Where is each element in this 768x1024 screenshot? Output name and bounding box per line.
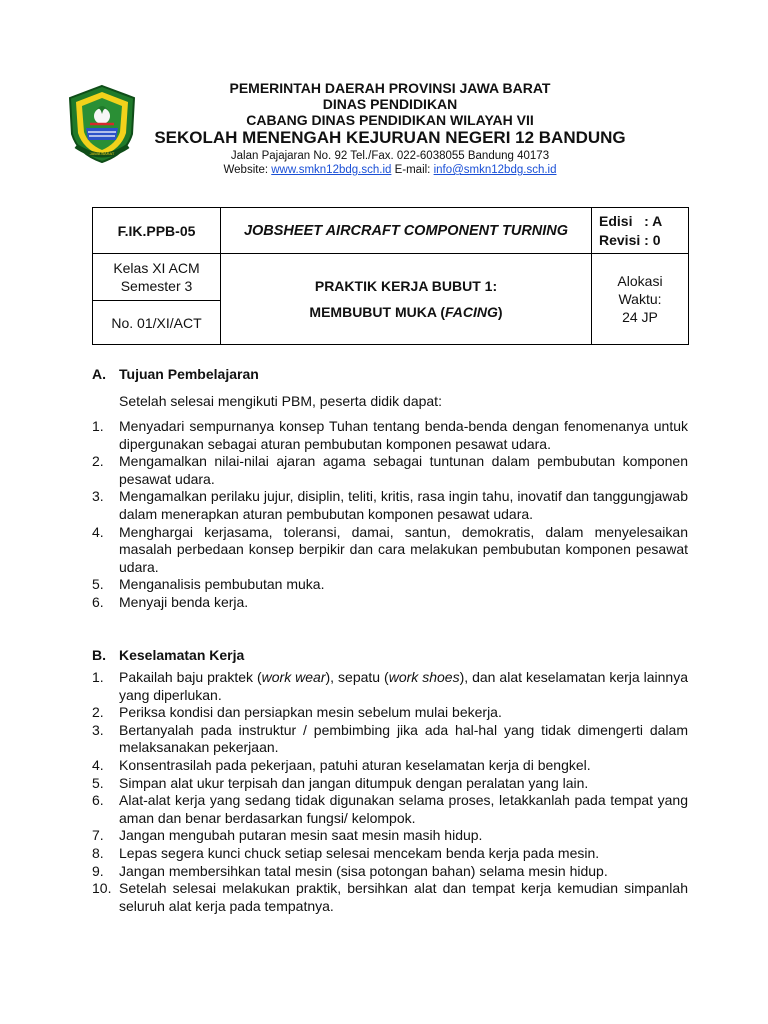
- list-item-text: Menyadari sempurnanya konsep Tuhan tentang benda-benda dengan fenomenanya untuk dipergunakan sebagai aturan pembubutan komponen pesawat udara.: [119, 418, 688, 452]
- list-item-number: 2.: [92, 704, 104, 721]
- list-item-text: Periksa kondisi dan persiapkan mesin sebelum mulai bekerja.: [119, 704, 502, 721]
- list-item-number: 9.: [92, 862, 104, 879]
- semester: Semester 3: [120, 278, 193, 294]
- list-item-number: 4.: [92, 523, 104, 540]
- list-item-number: 5.: [92, 774, 104, 791]
- edition: Edisi : A: [599, 212, 663, 229]
- list-item: [92, 524, 688, 577]
- list-item-text: Menganalisis pembubutan muka.: [119, 576, 325, 593]
- list-item-number: 1.: [92, 418, 104, 434]
- list-item: [92, 488, 688, 523]
- list-item: [92, 704, 688, 722]
- jobsheet-title: JOBSHEET AIRCRAFT COMPONENT TURNING: [243, 222, 569, 239]
- list-item-text: Mengamalkan perilaku jujur, disiplin, teliti, kritis, rasa ingin tahu, inovatif dan tanggungjawab dalam menerapkan aturan pembubutan komponen pesawat udara.: [119, 488, 688, 522]
- list-item-number: 5.: [92, 576, 104, 593]
- list-item: [92, 594, 688, 612]
- class: Kelas XI ACM: [113, 260, 200, 276]
- list-item: [92, 775, 688, 793]
- section-a-heading: A. Tujuan Pembelajaran: [92, 366, 259, 382]
- list-item-text: Mengamalkan nilai-nilai ajaran agama sebagai tuntunan dalam pembubutan komponen pesawat udara.: [119, 453, 688, 487]
- seal-text: JAWA BARAT: [89, 151, 115, 156]
- school-name: SEKOLAH MENENGAH KEJURUAN NEGERI 12 BANDUNG: [154, 128, 626, 147]
- section-a-intro: Setelah selesai mengikuti PBM, peserta didik dapat:: [119, 393, 442, 409]
- jobsheet-header-table: [92, 207, 689, 345]
- list-item-text: Alat-alat kerja yang sedang tidak digunakan selama proses, letakkanlah pada tempat yang aman dan benar berdasarkan fungsi/ kelompok.: [119, 792, 688, 826]
- list-item: [92, 722, 688, 757]
- allocation-label: Alokasi: [617, 273, 663, 289]
- email-label: E-mail:: [391, 164, 434, 176]
- list-item-text: Lepas segera kunci chuck setiap selesai mencekam benda kerja pada mesin.: [119, 844, 600, 861]
- list-item-number: 10.: [92, 880, 112, 897]
- list-item-text: Jangan membersihkan tatal mesin (sisa potongan bahan) selama mesin hidup.: [119, 862, 608, 879]
- learning-objectives-list: [92, 418, 688, 612]
- list-item-text: Menghargai kerjasama, toleransi, damai, santun, demokratis, dalam menyelesaikan masalah perbedaan konsep berpikir dan cara melakukan pembubutan komponen pesawat udara.: [119, 523, 688, 575]
- list-item: [92, 453, 688, 488]
- list-item: [92, 418, 688, 453]
- list-item-number: 2.: [92, 453, 104, 470]
- practice-title: [221, 254, 591, 344]
- list-item-number: 7.: [92, 827, 104, 844]
- jobsheet-number: No. 01/XI/ACT: [111, 314, 202, 331]
- school-address: Jalan Pajajaran No. 92 Tel./Fax. 022-6038055 Bandung 40173: [230, 150, 550, 162]
- form-code: F.IK.PPB-05: [117, 222, 196, 239]
- list-item-number: 3.: [92, 721, 104, 738]
- website-link[interactable]: www.smkn12bdg.sch.id: [271, 164, 392, 176]
- allocation-value: 24 JP: [622, 309, 658, 325]
- class-semester: [93, 254, 220, 300]
- list-item: [92, 827, 688, 845]
- list-item-number: 6.: [92, 593, 104, 610]
- list-item: [92, 880, 688, 915]
- list-item: [92, 792, 688, 827]
- practice-heading: PRAKTIK KERJA BUBUT 1:: [314, 278, 498, 294]
- list-item: [92, 576, 688, 594]
- work-safety-list: [92, 669, 688, 915]
- website-label: Website:: [223, 164, 272, 176]
- list-item-number: 8.: [92, 844, 104, 861]
- list-item-text: Simpan alat ukur terpisah dan jangan ditumpuk dengan peralatan yang lain.: [119, 774, 589, 791]
- list-item: 1. Pakailah baju praktek (work wear), sepatu (work shoes), dan alat keselamatan kerja lainnya yang diperlukan.: [92, 669, 688, 703]
- letterhead-department: DINAS PENDIDIKAN: [322, 96, 458, 112]
- revision: Revisi : 0: [599, 231, 661, 248]
- list-item-text: Konsentrasilah pada pekerjaan, patuhi aturan keselamatan kerja di bengkel.: [119, 756, 591, 773]
- letterhead-branch: CABANG DINAS PENDIDIKAN WILAYAH VII: [246, 112, 534, 128]
- allocation-time-label: Waktu:: [618, 291, 662, 307]
- letterhead-government: PEMERINTAH DAERAH PROVINSI JAWA BARAT: [229, 80, 551, 96]
- school-contact: [150, 163, 630, 177]
- time-allocation: [592, 254, 688, 344]
- section-b-heading: B. Keselamatan Kerja: [92, 647, 245, 663]
- list-item-text: Bertanyalah pada instruktur / pembimbing jika ada hal-hal yang tidak dimengerti dalam melaksanakan pekerjaan.: [119, 721, 688, 756]
- email-link[interactable]: info@smkn12bdg.sch.id: [433, 164, 557, 176]
- list-item-number: 6.: [92, 792, 104, 809]
- list-item-text: Setelah selesai melakukan praktik, bersihkan alat dan tempat kerja kemudian simpanlah seluruh alat kerja pada tempatnya.: [119, 880, 688, 914]
- practice-subtitle: MEMBUBUT MUKA (FACING): [309, 304, 503, 320]
- list-item: [92, 845, 688, 863]
- list-item-number: 4.: [92, 756, 104, 773]
- edition-revision: [592, 208, 688, 253]
- list-item: [92, 757, 688, 775]
- list-item-number: 3.: [92, 488, 104, 505]
- list-item-text: Jangan mengubah putaran mesin saat mesin masih hidup.: [119, 827, 483, 844]
- west-java-seal-icon: [66, 84, 138, 164]
- list-item: [92, 863, 688, 881]
- list-item-text: Menyaji benda kerja.: [119, 593, 249, 610]
